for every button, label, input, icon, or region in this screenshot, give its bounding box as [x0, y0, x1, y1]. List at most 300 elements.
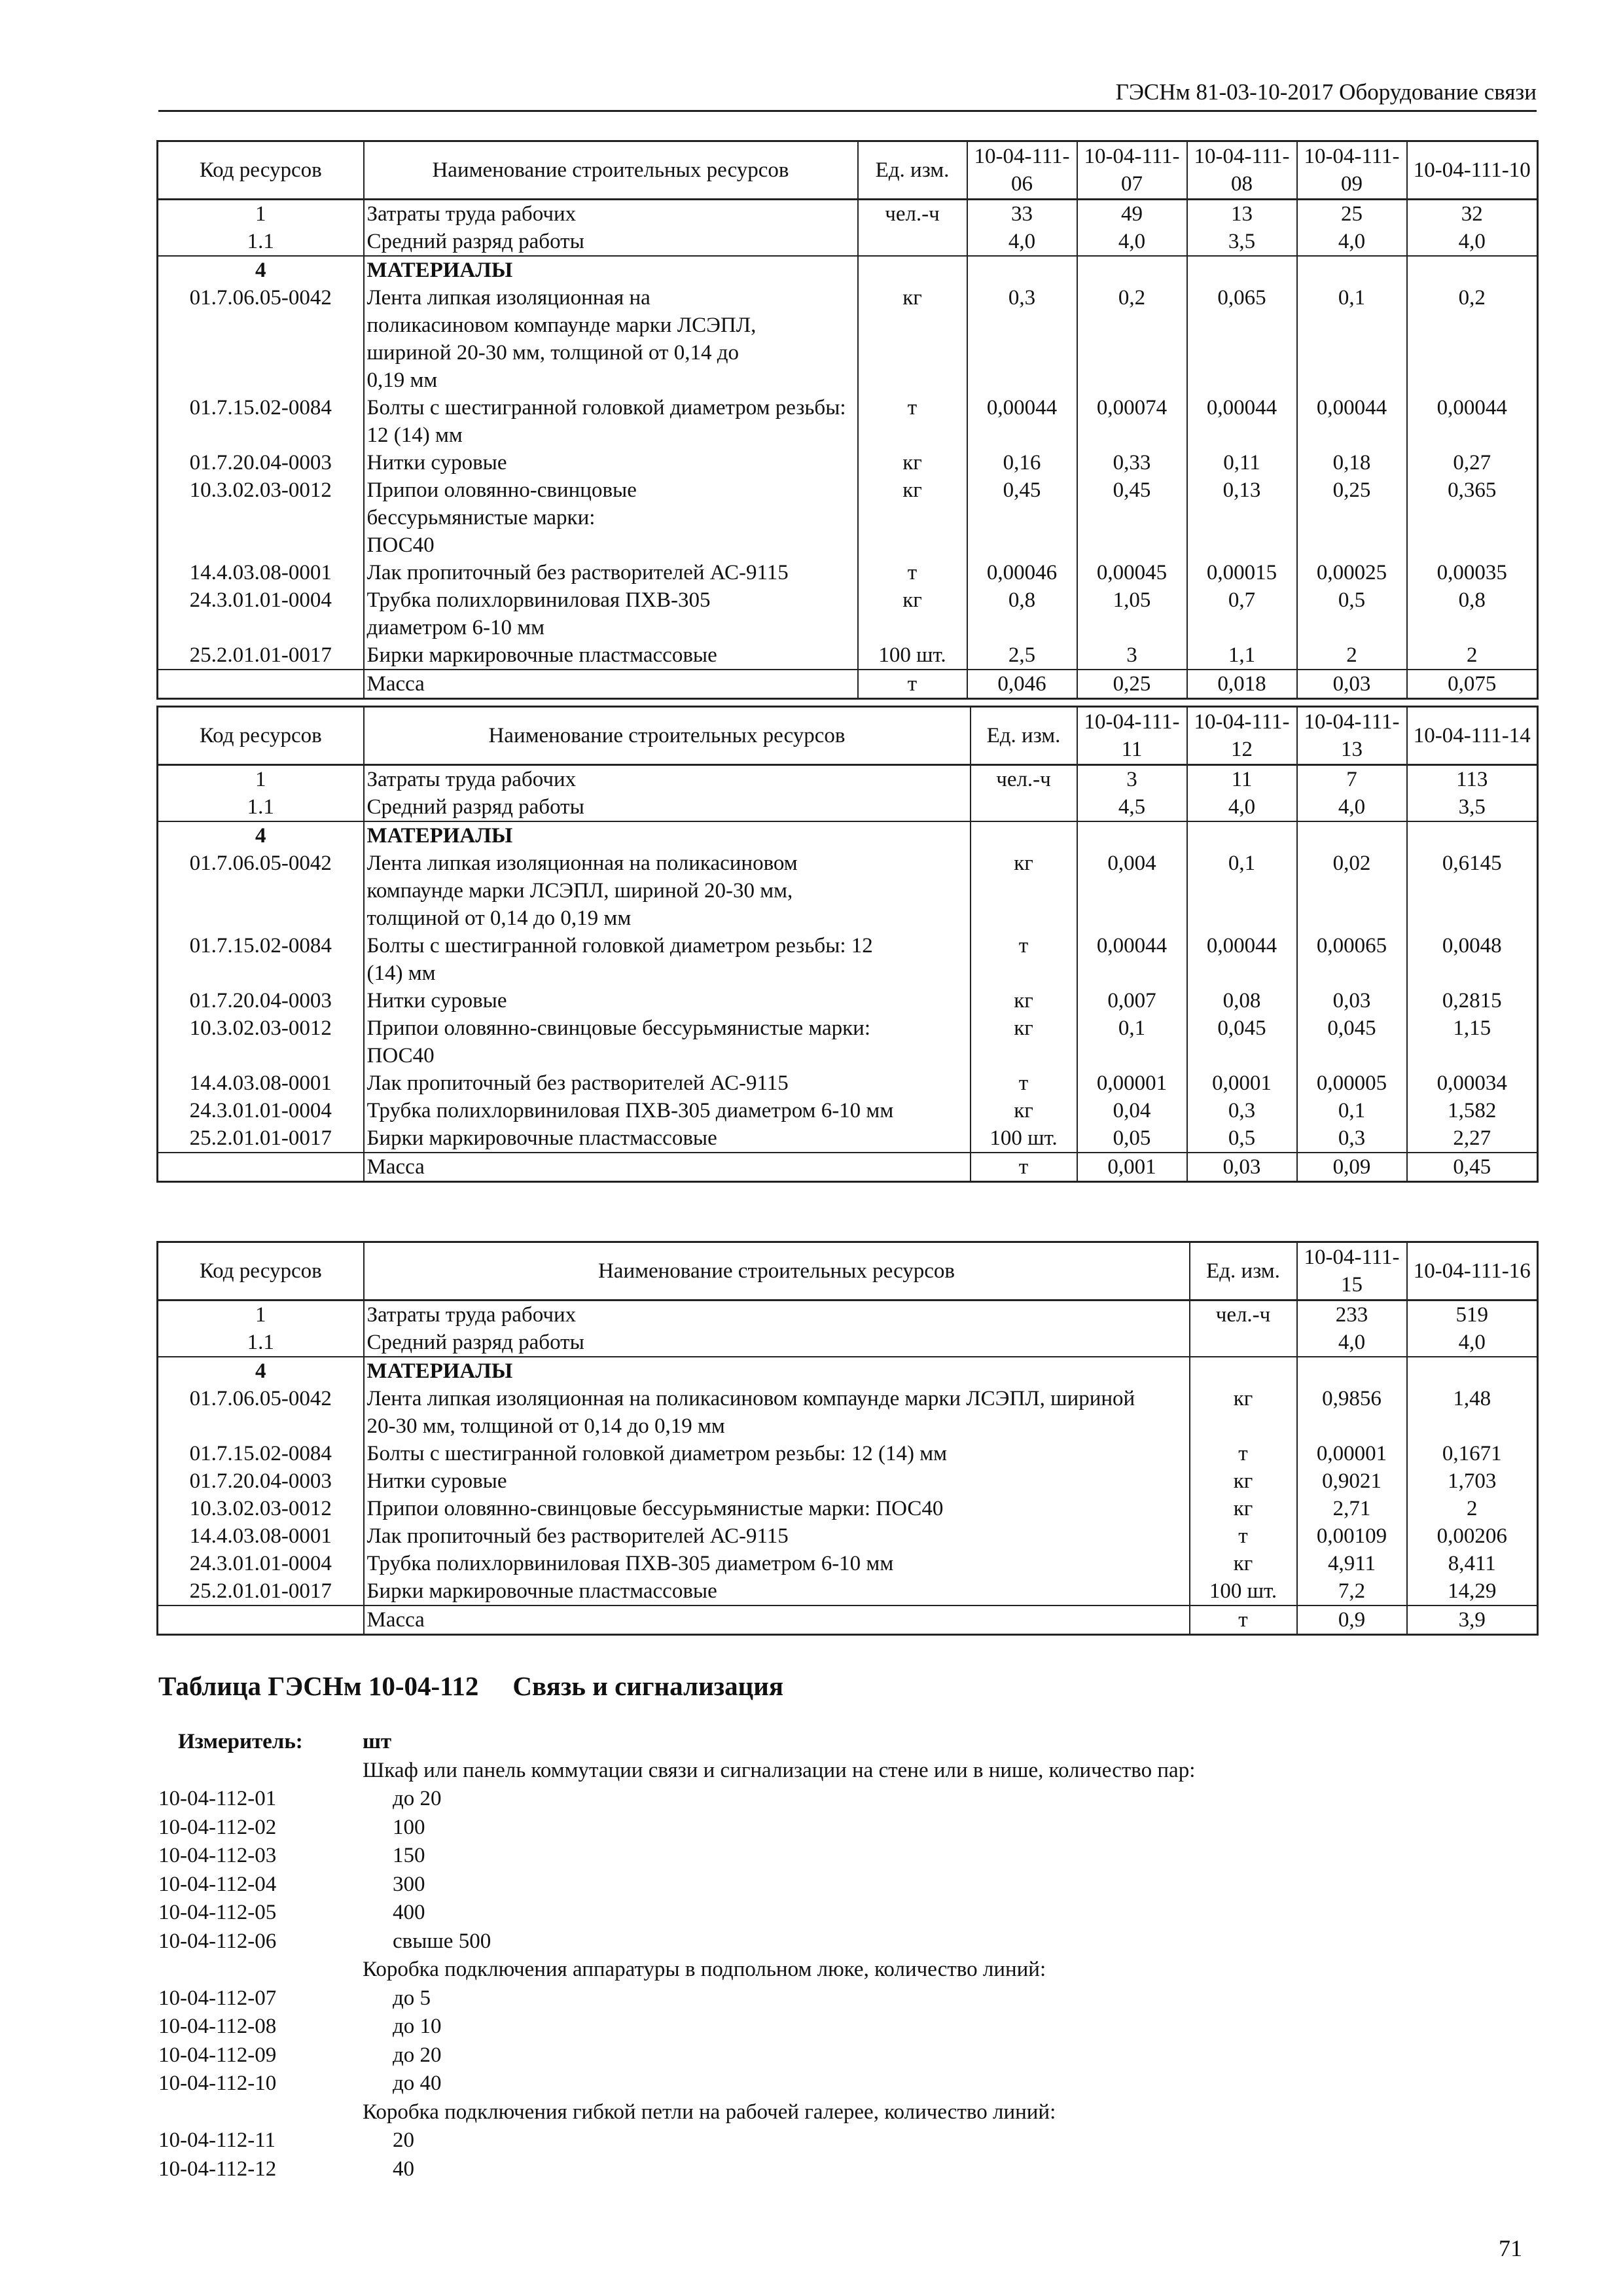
- table-row: [158, 1522, 1538, 1550]
- resource-code: 10.3.02.03-0012: [189, 478, 332, 502]
- measure-label: Измеритель:: [178, 1730, 303, 1753]
- section-heading: МАТЕРИАЛЫ: [364, 256, 858, 284]
- table-row-grade: [158, 228, 1538, 256]
- resource-unit: чел.-ч: [1190, 1300, 1297, 1329]
- resource-name: Лента липкая изоляционная на поликасиновом компаунде марки ЛСЭПЛ, шириной 20-30 мм, толщиной от 0,14 до 0,19 мм: [364, 1385, 1190, 1440]
- norm-value: 0,9: [1297, 1605, 1407, 1635]
- table-row: [158, 1550, 1538, 1577]
- norm-value: 25: [1297, 200, 1407, 228]
- norm-value: 0,045: [1297, 1014, 1407, 1069]
- resource-table-3: [156, 1241, 1539, 1636]
- resource-code: 01.7.06.05-0042: [189, 852, 332, 875]
- resource-name: Трубка полихлорвиниловая ПХВ-305 диаметром 6-10 мм: [364, 1550, 1190, 1577]
- resource-unit: чел.-ч: [971, 765, 1077, 794]
- resource-name: Нитки суровые: [364, 449, 858, 476]
- norm-value: 0,00005: [1297, 1069, 1407, 1097]
- norm-code: 10-04-112-06: [158, 1929, 277, 1953]
- norm-value: 1,05: [1077, 586, 1187, 641]
- norm-value: 0,00001: [1077, 1069, 1187, 1097]
- resource-code: 10.3.02.03-0012: [189, 1016, 332, 1040]
- norm-value: 7: [1297, 765, 1407, 794]
- norm-value: 0,0001: [1187, 1069, 1297, 1097]
- col-header-unit: Ед. изм.: [1190, 1242, 1297, 1300]
- resource-name: Масса: [364, 670, 858, 699]
- norm-value: 4,0: [1297, 793, 1407, 821]
- resource-unit: 100 шт.: [1190, 1577, 1297, 1605]
- measure-row: [158, 1728, 1533, 1757]
- norm-value: 0,00025: [1297, 559, 1407, 586]
- resource-code: 14.4.03.08-0001: [189, 1071, 332, 1095]
- norm-value: 3: [1077, 765, 1187, 794]
- table-label: Таблица ГЭСНм 10-04-112: [158, 1671, 479, 1701]
- list-item: [158, 1871, 1533, 1899]
- norm-value: 0,04: [1077, 1097, 1187, 1124]
- norm-value: 0,5: [1297, 586, 1407, 641]
- norm-param: до 40: [393, 2072, 442, 2095]
- resource-unit: т: [1190, 1440, 1297, 1467]
- norm-value: 0,00034: [1407, 1069, 1538, 1097]
- resource-name: Болты с шестигранной головкой диаметром резьбы: 12 (14) мм: [364, 394, 858, 449]
- table-row-labor: [158, 765, 1538, 794]
- col-header-norm: 10-04-111-09: [1297, 141, 1407, 200]
- resource-unit: 100 шт.: [858, 641, 967, 670]
- norm-value: 49: [1077, 200, 1187, 228]
- norm-value: 2,27: [1407, 1124, 1538, 1153]
- resource-unit: кг: [1190, 1495, 1297, 1522]
- norm-value: 0,27: [1407, 449, 1538, 476]
- norm-value: 1,15: [1407, 1014, 1538, 1069]
- resource-unit: т: [971, 1069, 1077, 1097]
- resource-name: Затраты труда рабочих: [364, 200, 858, 228]
- norm-value: 0,00044: [1297, 394, 1407, 449]
- norm-value: 0,00044: [1187, 932, 1297, 987]
- norm-value: 4,0: [1187, 793, 1297, 821]
- list-item: [158, 1814, 1533, 1842]
- resource-unit: кг: [1190, 1550, 1297, 1577]
- col-header-name: Наименование строительных ресурсов: [364, 707, 971, 765]
- resource-code: 01.7.20.04-0003: [189, 451, 332, 475]
- norm-value: 0,00206: [1407, 1522, 1538, 1550]
- resource-unit: кг: [971, 1097, 1077, 1124]
- norm-value: 33: [967, 200, 1077, 228]
- list-item: [158, 2070, 1533, 2098]
- col-header-norm: 10-04-111-11: [1077, 707, 1187, 765]
- norm-code: 10-04-112-10: [158, 2072, 277, 2095]
- norm-value: 4,0: [1407, 228, 1538, 256]
- norm-code: 10-04-112-02: [158, 1815, 277, 1839]
- resource-code: 4: [158, 256, 364, 284]
- norm-value: 13: [1187, 200, 1297, 228]
- norm-value: 1,48: [1407, 1385, 1538, 1440]
- resource-name: Трубка полихлорвиниловая ПХВ-305 диаметром 6-10 мм: [364, 586, 858, 641]
- group-text: Коробка подключения аппаратуры в подпольном люке, количество линий:: [363, 1958, 1046, 1981]
- norm-value: 519: [1407, 1300, 1538, 1329]
- norm-value: 0,00044: [1187, 394, 1297, 449]
- group-heading: [158, 1757, 1533, 1785]
- table-row: [158, 987, 1538, 1014]
- resource-name: Масса: [364, 1605, 1190, 1635]
- resource-code: 24.3.01.01-0004: [189, 588, 332, 612]
- norm-value: 0,5: [1187, 1124, 1297, 1153]
- resource-name: Средний разряд работы: [364, 228, 858, 256]
- norm-param: 40: [393, 2157, 414, 2181]
- resource-unit: кг: [858, 586, 967, 641]
- norm-value: 7,2: [1297, 1577, 1407, 1605]
- norm-value: 0,018: [1187, 670, 1297, 699]
- table-row: [158, 394, 1538, 449]
- table-header-row: [158, 707, 1538, 765]
- table-row: [158, 1467, 1538, 1495]
- list-item: [158, 1785, 1533, 1814]
- norm-value: 8,411: [1407, 1550, 1538, 1577]
- group-heading: [158, 2098, 1533, 2127]
- norm-value: 1,1: [1187, 641, 1297, 670]
- col-header-norm: 10-04-111-13: [1297, 707, 1407, 765]
- norm-value: 0,45: [1077, 476, 1187, 559]
- table-row-materials-heading: [158, 256, 1538, 284]
- resource-code: 01.7.20.04-0003: [189, 989, 332, 1013]
- group-text: Шкаф или панель коммутации связи и сигнализации на стене или в нише, количество пар:: [363, 1758, 1196, 1782]
- norm-value: 4,0: [1077, 228, 1187, 256]
- table-subject: Связь и сигнализация: [512, 1671, 784, 1701]
- norm-value: 0,05: [1077, 1124, 1187, 1153]
- resource-name: Болты с шестигранной головкой диаметром резьбы: 12 (14) мм: [364, 932, 971, 987]
- col-header-norm: 10-04-111-15: [1297, 1242, 1407, 1300]
- norm-value: 4,5: [1077, 793, 1187, 821]
- resource-unit: кг: [971, 1014, 1077, 1069]
- norm-code: 10-04-112-12: [158, 2157, 277, 2181]
- norm-value: 0,2: [1077, 284, 1187, 394]
- resource-code: 1: [255, 202, 266, 226]
- resource-code: 01.7.15.02-0084: [189, 1442, 332, 1465]
- resource-unit: т: [858, 559, 967, 586]
- norm-code: 10-04-112-09: [158, 2043, 277, 2067]
- section-heading: МАТЕРИАЛЫ: [364, 1357, 1190, 1385]
- table-row: [158, 1124, 1538, 1153]
- norm-value: 0,2815: [1407, 987, 1538, 1014]
- norm-value: 0,11: [1187, 449, 1297, 476]
- norm-value: 0,16: [967, 449, 1077, 476]
- table-header-row: [158, 1242, 1538, 1300]
- norm-param: 300: [393, 1872, 425, 1896]
- norm-value: 0,00001: [1297, 1440, 1407, 1467]
- resource-unit: кг: [971, 987, 1077, 1014]
- resource-code: 01.7.06.05-0042: [189, 1387, 332, 1410]
- resource-code: 1.1: [247, 1331, 274, 1354]
- norm-param: 100: [393, 1815, 425, 1839]
- resource-name: Бирки маркировочные пластмассовые: [364, 1577, 1190, 1605]
- norm-value: 0,1671: [1407, 1440, 1538, 1467]
- norm-value: 0,00109: [1297, 1522, 1407, 1550]
- table-row-materials-heading: [158, 1357, 1538, 1385]
- table-row: [158, 932, 1538, 987]
- table-header-row: [158, 141, 1538, 200]
- norm-param: до 20: [393, 1787, 442, 1810]
- resource-unit: [971, 793, 1077, 821]
- list-item: [158, 1984, 1533, 2013]
- norm-value: 0,03: [1297, 987, 1407, 1014]
- list-item: [158, 1842, 1533, 1871]
- list-item: [158, 2155, 1533, 2184]
- col-header-norm: 10-04-111-16: [1407, 1242, 1538, 1300]
- table-row: [158, 1069, 1538, 1097]
- norm-value: 0,33: [1077, 449, 1187, 476]
- resource-name: Лента липкая изоляционная на поликасиновом компаунде марки ЛСЭПЛ, шириной 20-30 мм, толщиной от 0,14 до 0,19 мм: [364, 850, 971, 932]
- resource-name: Масса: [364, 1153, 971, 1182]
- list-item: [158, 2013, 1533, 2041]
- resource-unit: [1190, 1329, 1297, 1357]
- norm-value: 0,8: [967, 586, 1077, 641]
- col-header-unit: Ед. изм.: [971, 707, 1077, 765]
- list-item: [158, 2041, 1533, 2070]
- norm-code: 10-04-112-01: [158, 1787, 277, 1810]
- col-header-norm: 10-04-111-14: [1407, 707, 1538, 765]
- norm-param: 20: [393, 2128, 414, 2152]
- resource-code: 14.4.03.08-0001: [189, 561, 332, 584]
- norm-value: 0,00044: [1077, 932, 1187, 987]
- norm-value: 0,03: [1187, 1153, 1297, 1182]
- group-heading: [158, 1956, 1533, 1984]
- resource-unit: т: [971, 1153, 1077, 1182]
- resource-code: 1.1: [247, 795, 274, 819]
- resource-code: 01.7.15.02-0084: [189, 396, 332, 420]
- resource-unit: т: [1190, 1522, 1297, 1550]
- resource-code: 1: [255, 768, 266, 791]
- norm-value: 0,3: [1297, 1124, 1407, 1153]
- table-row: [158, 1014, 1538, 1069]
- norm-value: 1,582: [1407, 1097, 1538, 1124]
- table-row: [158, 1097, 1538, 1124]
- table-row-grade: [158, 1329, 1538, 1357]
- resource-name: Припои оловянно-свинцовые бессурьмянистые марки: ПОС40: [364, 476, 858, 559]
- norm-value: 0,007: [1077, 987, 1187, 1014]
- norm-value: 3: [1077, 641, 1187, 670]
- resource-name: Лента липкая изоляционная на поликасиновом компаунде марки ЛСЭПЛ, шириной 20-30 мм, толщиной от 0,14 до 0,19 мм: [364, 284, 858, 394]
- norm-value: 0,065: [1187, 284, 1297, 394]
- table-row: [158, 1577, 1538, 1605]
- col-header-code: Код ресурсов: [158, 1242, 364, 1300]
- norm-value: 0,18: [1297, 449, 1407, 476]
- resource-code: [158, 1153, 364, 1182]
- norm-value: 0,001: [1077, 1153, 1187, 1182]
- norm-value: 3,5: [1407, 793, 1538, 821]
- page-number: 71: [1499, 2235, 1522, 2261]
- norm-param: 150: [393, 1844, 425, 1867]
- norm-value: 0,1: [1297, 1097, 1407, 1124]
- norm-value: 0,00044: [1407, 394, 1538, 449]
- resource-code: 24.3.01.01-0004: [189, 1099, 332, 1122]
- list-item: [158, 2126, 1533, 2155]
- norm-param: до 20: [393, 2043, 442, 2067]
- norm-value: 11: [1187, 765, 1297, 794]
- norm-value: 0,00045: [1077, 559, 1187, 586]
- col-header-code: Код ресурсов: [158, 141, 364, 200]
- norm-value: 0,3: [967, 284, 1077, 394]
- resource-unit: кг: [858, 476, 967, 559]
- norm-value: 113: [1407, 765, 1538, 794]
- resource-name: Средний разряд работы: [364, 793, 971, 821]
- norm-value: 2,5: [967, 641, 1077, 670]
- norm-value: 0,2: [1407, 284, 1538, 394]
- table-row-mass: [158, 1605, 1538, 1635]
- norm-value: 0,365: [1407, 476, 1538, 559]
- resource-code: 14.4.03.08-0001: [189, 1524, 332, 1548]
- resource-code: 01.7.15.02-0084: [189, 934, 332, 958]
- resource-code: 01.7.06.05-0042: [189, 286, 332, 310]
- resource-unit: т: [1190, 1605, 1297, 1635]
- col-header-norm: 10-04-111-12: [1187, 707, 1297, 765]
- resource-name: Нитки суровые: [364, 987, 971, 1014]
- norm-value: 0,08: [1187, 987, 1297, 1014]
- table-row-mass: [158, 1153, 1538, 1182]
- resource-name: Бирки маркировочные пластмассовые: [364, 641, 858, 670]
- norm-value: 14,29: [1407, 1577, 1538, 1605]
- resource-unit: кг: [858, 449, 967, 476]
- resource-unit: кг: [858, 284, 967, 394]
- norm-value: 233: [1297, 1300, 1407, 1329]
- resource-unit: т: [971, 932, 1077, 987]
- norm-param: свыше 500: [393, 1929, 491, 1953]
- norm-value: 0,00046: [967, 559, 1077, 586]
- norm-code: 10-04-112-08: [158, 2015, 277, 2038]
- resource-unit: т: [858, 394, 967, 449]
- table-row-mass: [158, 670, 1538, 699]
- resource-name: Лак пропиточный без растворителей АС-9115: [364, 1522, 1190, 1550]
- resource-unit: кг: [1190, 1467, 1297, 1495]
- table-title: [158, 1668, 783, 1704]
- norm-value: 0,6145: [1407, 850, 1538, 932]
- norm-code: 10-04-112-07: [158, 1986, 277, 2010]
- norm-value: 4,0: [967, 228, 1077, 256]
- list-item: [158, 1899, 1533, 1928]
- resource-code: 25.2.01.01-0017: [189, 1579, 332, 1603]
- table-row: [158, 449, 1538, 476]
- resource-table-1: [156, 140, 1539, 700]
- resource-code: 4: [158, 821, 364, 850]
- norm-value: 0,004: [1077, 850, 1187, 932]
- group-text: Коробка подключения гибкой петли на рабочей галерее, количество линий:: [363, 2100, 1056, 2124]
- table-row-materials-heading: [158, 821, 1538, 850]
- table-row: [158, 641, 1538, 670]
- resource-unit: [858, 228, 967, 256]
- resource-name: Затраты труда рабочих: [364, 765, 971, 794]
- resource-code: 25.2.01.01-0017: [189, 1126, 332, 1150]
- norm-value: 0,8: [1407, 586, 1538, 641]
- resource-code: [158, 1605, 364, 1635]
- norm-code: 10-04-112-05: [158, 1901, 277, 1924]
- norm-value: 0,00015: [1187, 559, 1297, 586]
- resource-name: Припои оловянно-свинцовые бессурьмянистые марки: ПОС40: [364, 1014, 971, 1069]
- norm-value: 4,911: [1297, 1550, 1407, 1577]
- table-row-labor: [158, 200, 1538, 228]
- norm-value: 3,5: [1187, 228, 1297, 256]
- norm-value: 2: [1407, 641, 1538, 670]
- norm-value: 0,7: [1187, 586, 1297, 641]
- norm-value: 0,9856: [1297, 1385, 1407, 1440]
- table-row-labor: [158, 1300, 1538, 1329]
- col-header-norm: 10-04-111-06: [967, 141, 1077, 200]
- norm-value: 4,0: [1297, 1329, 1407, 1357]
- measure-list: [158, 1728, 1533, 2183]
- list-item: [158, 1928, 1533, 1956]
- norm-value: 1,703: [1407, 1467, 1538, 1495]
- norm-value: 0,0048: [1407, 932, 1538, 987]
- norm-value: 0,13: [1187, 476, 1297, 559]
- norm-value: 0,1: [1077, 1014, 1187, 1069]
- resource-name: Припои оловянно-свинцовые бессурьмянистые марки: ПОС40: [364, 1495, 1190, 1522]
- norm-value: 0,03: [1297, 670, 1407, 699]
- norm-value: 3,9: [1407, 1605, 1538, 1635]
- col-header-name: Наименование строительных ресурсов: [364, 1242, 1190, 1300]
- norm-param: до 5: [393, 1986, 431, 2010]
- col-header-norm: 10-04-111-07: [1077, 141, 1187, 200]
- norm-value: 0,25: [1077, 670, 1187, 699]
- table-row: [158, 586, 1538, 641]
- col-header-norm: 10-04-111-08: [1187, 141, 1297, 200]
- resource-code: 10.3.02.03-0012: [189, 1497, 332, 1520]
- norm-value: 0,045: [1187, 1014, 1297, 1069]
- norm-value: 0,09: [1297, 1153, 1407, 1182]
- col-header-norm: 10-04-111-10: [1407, 141, 1538, 200]
- norm-value: 0,1: [1187, 850, 1297, 932]
- norm-code: 10-04-112-03: [158, 1844, 277, 1867]
- resource-name: Болты с шестигранной головкой диаметром резьбы: 12 (14) мм: [364, 1440, 1190, 1467]
- norm-value: 0,075: [1407, 670, 1538, 699]
- resource-code: 1: [255, 1303, 266, 1327]
- resource-unit: кг: [971, 850, 1077, 932]
- page-header: ГЭСНм 81-03-10-2017 Оборудование связи: [158, 76, 1537, 112]
- measure-unit: шт: [363, 1730, 392, 1753]
- norm-value: 4,0: [1407, 1329, 1538, 1357]
- resource-code: 4: [158, 1357, 364, 1385]
- resource-name: Лак пропиточный без растворителей АС-9115: [364, 1069, 971, 1097]
- col-header-code: Код ресурсов: [158, 707, 364, 765]
- table-row: [158, 1495, 1538, 1522]
- resource-unit: кг: [1190, 1385, 1297, 1440]
- norm-value: 0,9021: [1297, 1467, 1407, 1495]
- norm-value: 2: [1407, 1495, 1538, 1522]
- section-heading: МАТЕРИАЛЫ: [364, 821, 971, 850]
- norm-value: 32: [1407, 200, 1538, 228]
- norm-code: 10-04-112-04: [158, 1872, 277, 1896]
- resource-name: Затраты труда рабочих: [364, 1300, 1190, 1329]
- table-row: [158, 476, 1538, 559]
- norm-value: 4,0: [1297, 228, 1407, 256]
- table-row: [158, 850, 1538, 932]
- norm-param: 400: [393, 1901, 425, 1924]
- norm-value: 0,45: [1407, 1153, 1538, 1182]
- resource-unit: чел.-ч: [858, 200, 967, 228]
- table-row: [158, 1440, 1538, 1467]
- resource-unit: 100 шт.: [971, 1124, 1077, 1153]
- col-header-name: Наименование строительных ресурсов: [364, 141, 858, 200]
- norm-value: 0,1: [1297, 284, 1407, 394]
- norm-code: 10-04-112-11: [158, 2128, 276, 2152]
- resource-code: 25.2.01.01-0017: [189, 643, 332, 667]
- norm-value: 0,00074: [1077, 394, 1187, 449]
- resource-code: [158, 670, 364, 699]
- table-row-grade: [158, 793, 1538, 821]
- norm-value: 0,02: [1297, 850, 1407, 932]
- table-row: [158, 284, 1538, 394]
- resource-name: Средний разряд работы: [364, 1329, 1190, 1357]
- resource-table-2: [156, 706, 1539, 1183]
- resource-code: 1.1: [247, 230, 274, 253]
- norm-value: 2: [1297, 641, 1407, 670]
- table-row: [158, 559, 1538, 586]
- resource-name: Бирки маркировочные пластмассовые: [364, 1124, 971, 1153]
- resource-name: Трубка полихлорвиниловая ПХВ-305 диаметром 6-10 мм: [364, 1097, 971, 1124]
